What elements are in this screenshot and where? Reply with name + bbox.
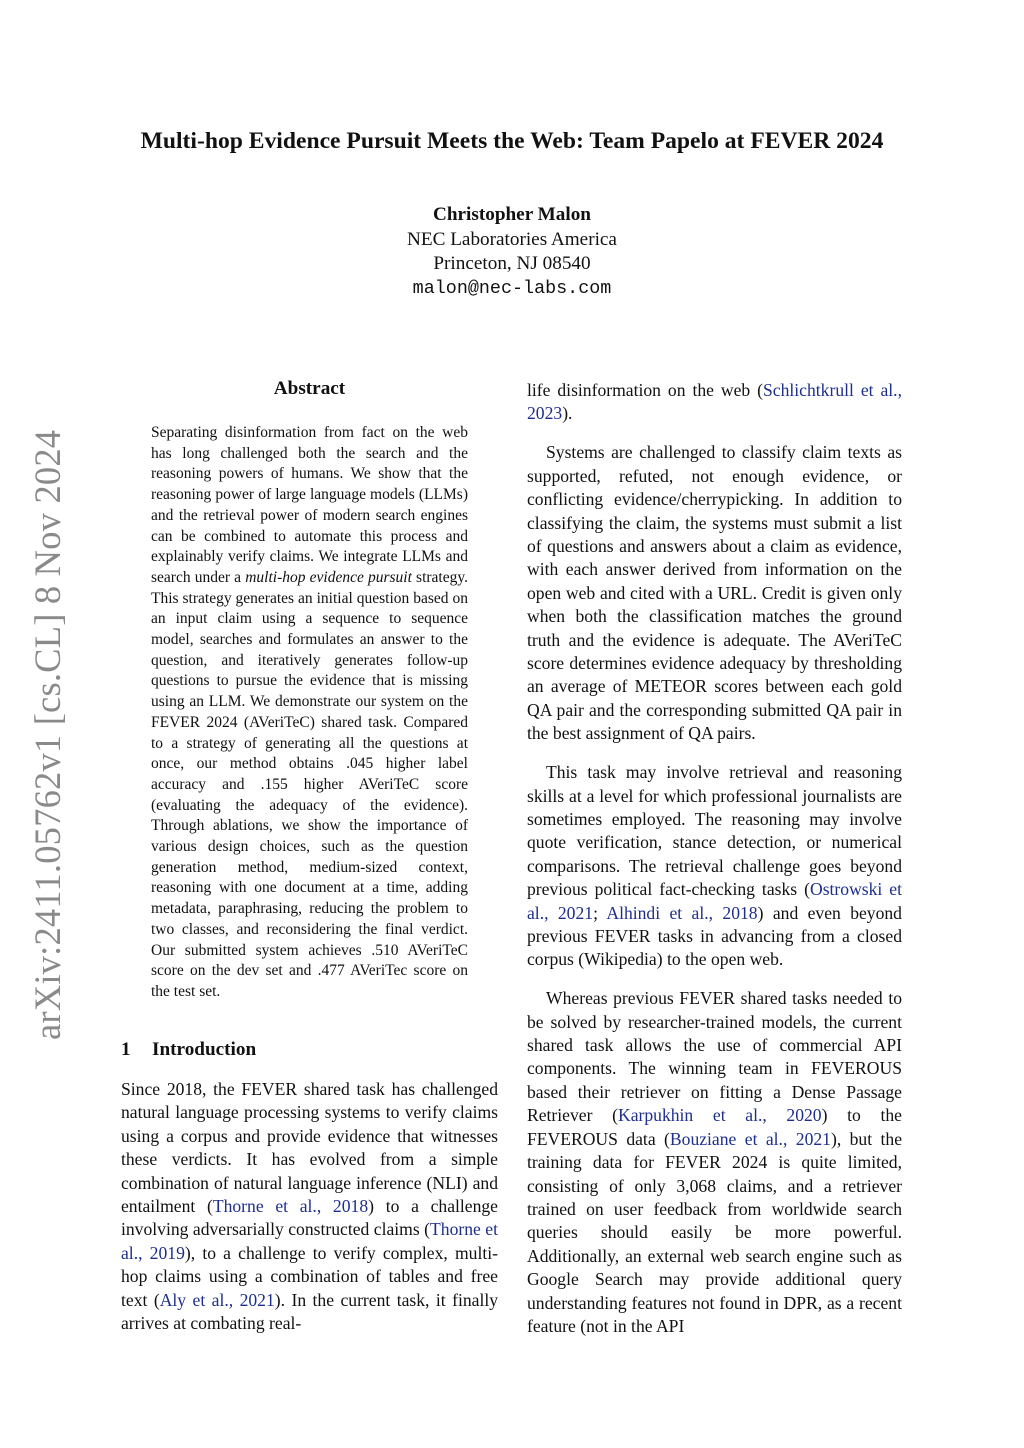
- text-run: life disinformation on the web (: [527, 380, 764, 400]
- author-name: Christopher Malon: [433, 204, 591, 225]
- section-title: Introduction: [152, 1039, 257, 1060]
- section-number: 1: [121, 1039, 131, 1060]
- text-run: ) to a challenge involving adversarially constructed claims (: [121, 1196, 498, 1240]
- abstract-heading: Abstract: [273, 378, 346, 399]
- abstract-text-part: Separating disinformation from fact on the web has long challenged both the search and the reasoning powers of humans. We show that the reasoning power of large language models (LLMs) and the retrieval power of modern search engines can be combined to automate this process and explainably verify claims. We integrate LLMs and search under a: [151, 424, 468, 586]
- author-affiliation: NEC Laboratories America: [407, 228, 617, 250]
- citation-link[interactable]: Bouziane et al., 2021: [669, 1128, 831, 1149]
- citation-link[interactable]: Thorne et al., 2018: [212, 1196, 369, 1217]
- text-run: ), to a challenge to verify complex, multi-hop claims using a combination of tables and free text (: [121, 1242, 498, 1310]
- citation-link[interactable]: Alhindi et al., 2018: [606, 902, 758, 923]
- author-block: [0, 203, 1024, 301]
- paper-title: Multi-hop Evidence Pursuit Meets the Web: Team Papelo at FEVER 2024: [140, 128, 884, 154]
- intro-paragraph: Systems are challenged to classify claim texts as supported, refuted, not enough evidence, or conflicting evidence/cherrypicking. In addition to classifying the claim, the systems must submit a list of questions and answers about a claim as evidence, with each answer derived from information on the open web and cited with a URL. Credit is given only when both the classification matches the ground truth and the evidence is adequate. The AVeriTeC score determines evidence adequacy by thresholding an average of METEOR scores between each gold QA pair and the corresponding submitted QA pair in the best assignment of QA pairs.: [527, 442, 902, 744]
- citation-link[interactable]: Ostrowski et al., 2021: [527, 879, 903, 923]
- text-run: Whereas previous FEVER shared tasks needed to be solved by researcher-trained models, the current shared task allows the use of commercial API components. The winning team in FEVEROUS based their retriever on fitting a Dense Passage Retriever (: [527, 988, 902, 1126]
- citation-link[interactable]: Karpukhin et al., 2020: [617, 1105, 822, 1126]
- intro-paragraph: [527, 761, 902, 972]
- text-run: ). In the current task, it finally arrives at combating real-: [121, 1289, 499, 1334]
- left-column-body: [121, 1078, 498, 1335]
- text-run: ).: [562, 403, 573, 424]
- text-run: Since 2018, the FEVER shared task has challenged natural language processing systems to verify claims using a corpus and provide evidence that witnesses these verdicts. It has evolved from a simple combination of natural language inference (NLI) and entailment (: [121, 1079, 498, 1217]
- right-column-body: [527, 379, 902, 1338]
- text-run: ) to the FEVEROUS data (: [527, 1105, 902, 1149]
- citation-link[interactable]: Schlichtkrull et al., 2023: [527, 380, 902, 424]
- author-location: Princeton, NJ 08540: [433, 253, 591, 274]
- arxiv-identifier: arXiv:2411.05762v1 [cs.CL] 8 Nov 2024: [27, 429, 68, 1040]
- citation-link[interactable]: Thorne et al., 2019: [121, 1219, 498, 1263]
- text-run: ) and even beyond previous FEVER tasks in advancing from a closed corpus (Wikipedia) to the open web.: [527, 902, 902, 970]
- abstract-emphasis: multi-hop evidence pursuit: [245, 568, 412, 586]
- text-run: This task may involve retrieval and reasoning skills at a level for which professional journalists are sometimes employed. The reasoning may involve quote verification, stance detection, or numerical comparisons. The retrieval challenge goes beyond previous political fact-checking tasks (: [527, 762, 902, 900]
- intro-paragraph: [121, 1078, 498, 1335]
- text-run: ), but the training data for FEVER 2024 is quite limited, consisting of only 3,068 claims, and a retriever trained on user feedback from worldwide search queries should easily be more powerful. Additionally, an external web search engine such as Google Search may provide additional query understanding features not found in DPR, as a recent feature (not in the API: [527, 1128, 903, 1336]
- intro-paragraph: [527, 987, 902, 1338]
- abstract-text: [151, 423, 468, 1003]
- section-heading-introduction: [121, 1039, 501, 1061]
- text-run: ;: [593, 902, 607, 923]
- abstract-text-part: strategy. This strategy generates an initial question based on an input claim using a sequence to sequence model, searches and formulates an answer to the question, and iteratively generates follow-up questions to pursue the evidence that is missing using an LLM. We demonstrate our system on the FEVER 2024 (AVeriTeC) shared task. Compared to a strategy of generating all the questions at once, our method obtains .045 higher label accuracy and .155 higher AVeriTeC score (evaluating the adequacy of the evidence). Through ablations, we show the importance of various design choices, such as the question generation method, medium-sized context, reasoning with one document at a time, adding metadata, paraphrasing, reducing the problem to two classes, and reconsidering the final verdict. Our submitted system achieves .510 AVeriTeC score on the dev set and .477 AVeriTec score on the test set.: [151, 568, 468, 1000]
- author-email: malon@nec-labs.com: [412, 277, 612, 299]
- citation-link[interactable]: Aly et al., 2021: [159, 1289, 275, 1310]
- intro-paragraph-continued: [527, 379, 902, 426]
